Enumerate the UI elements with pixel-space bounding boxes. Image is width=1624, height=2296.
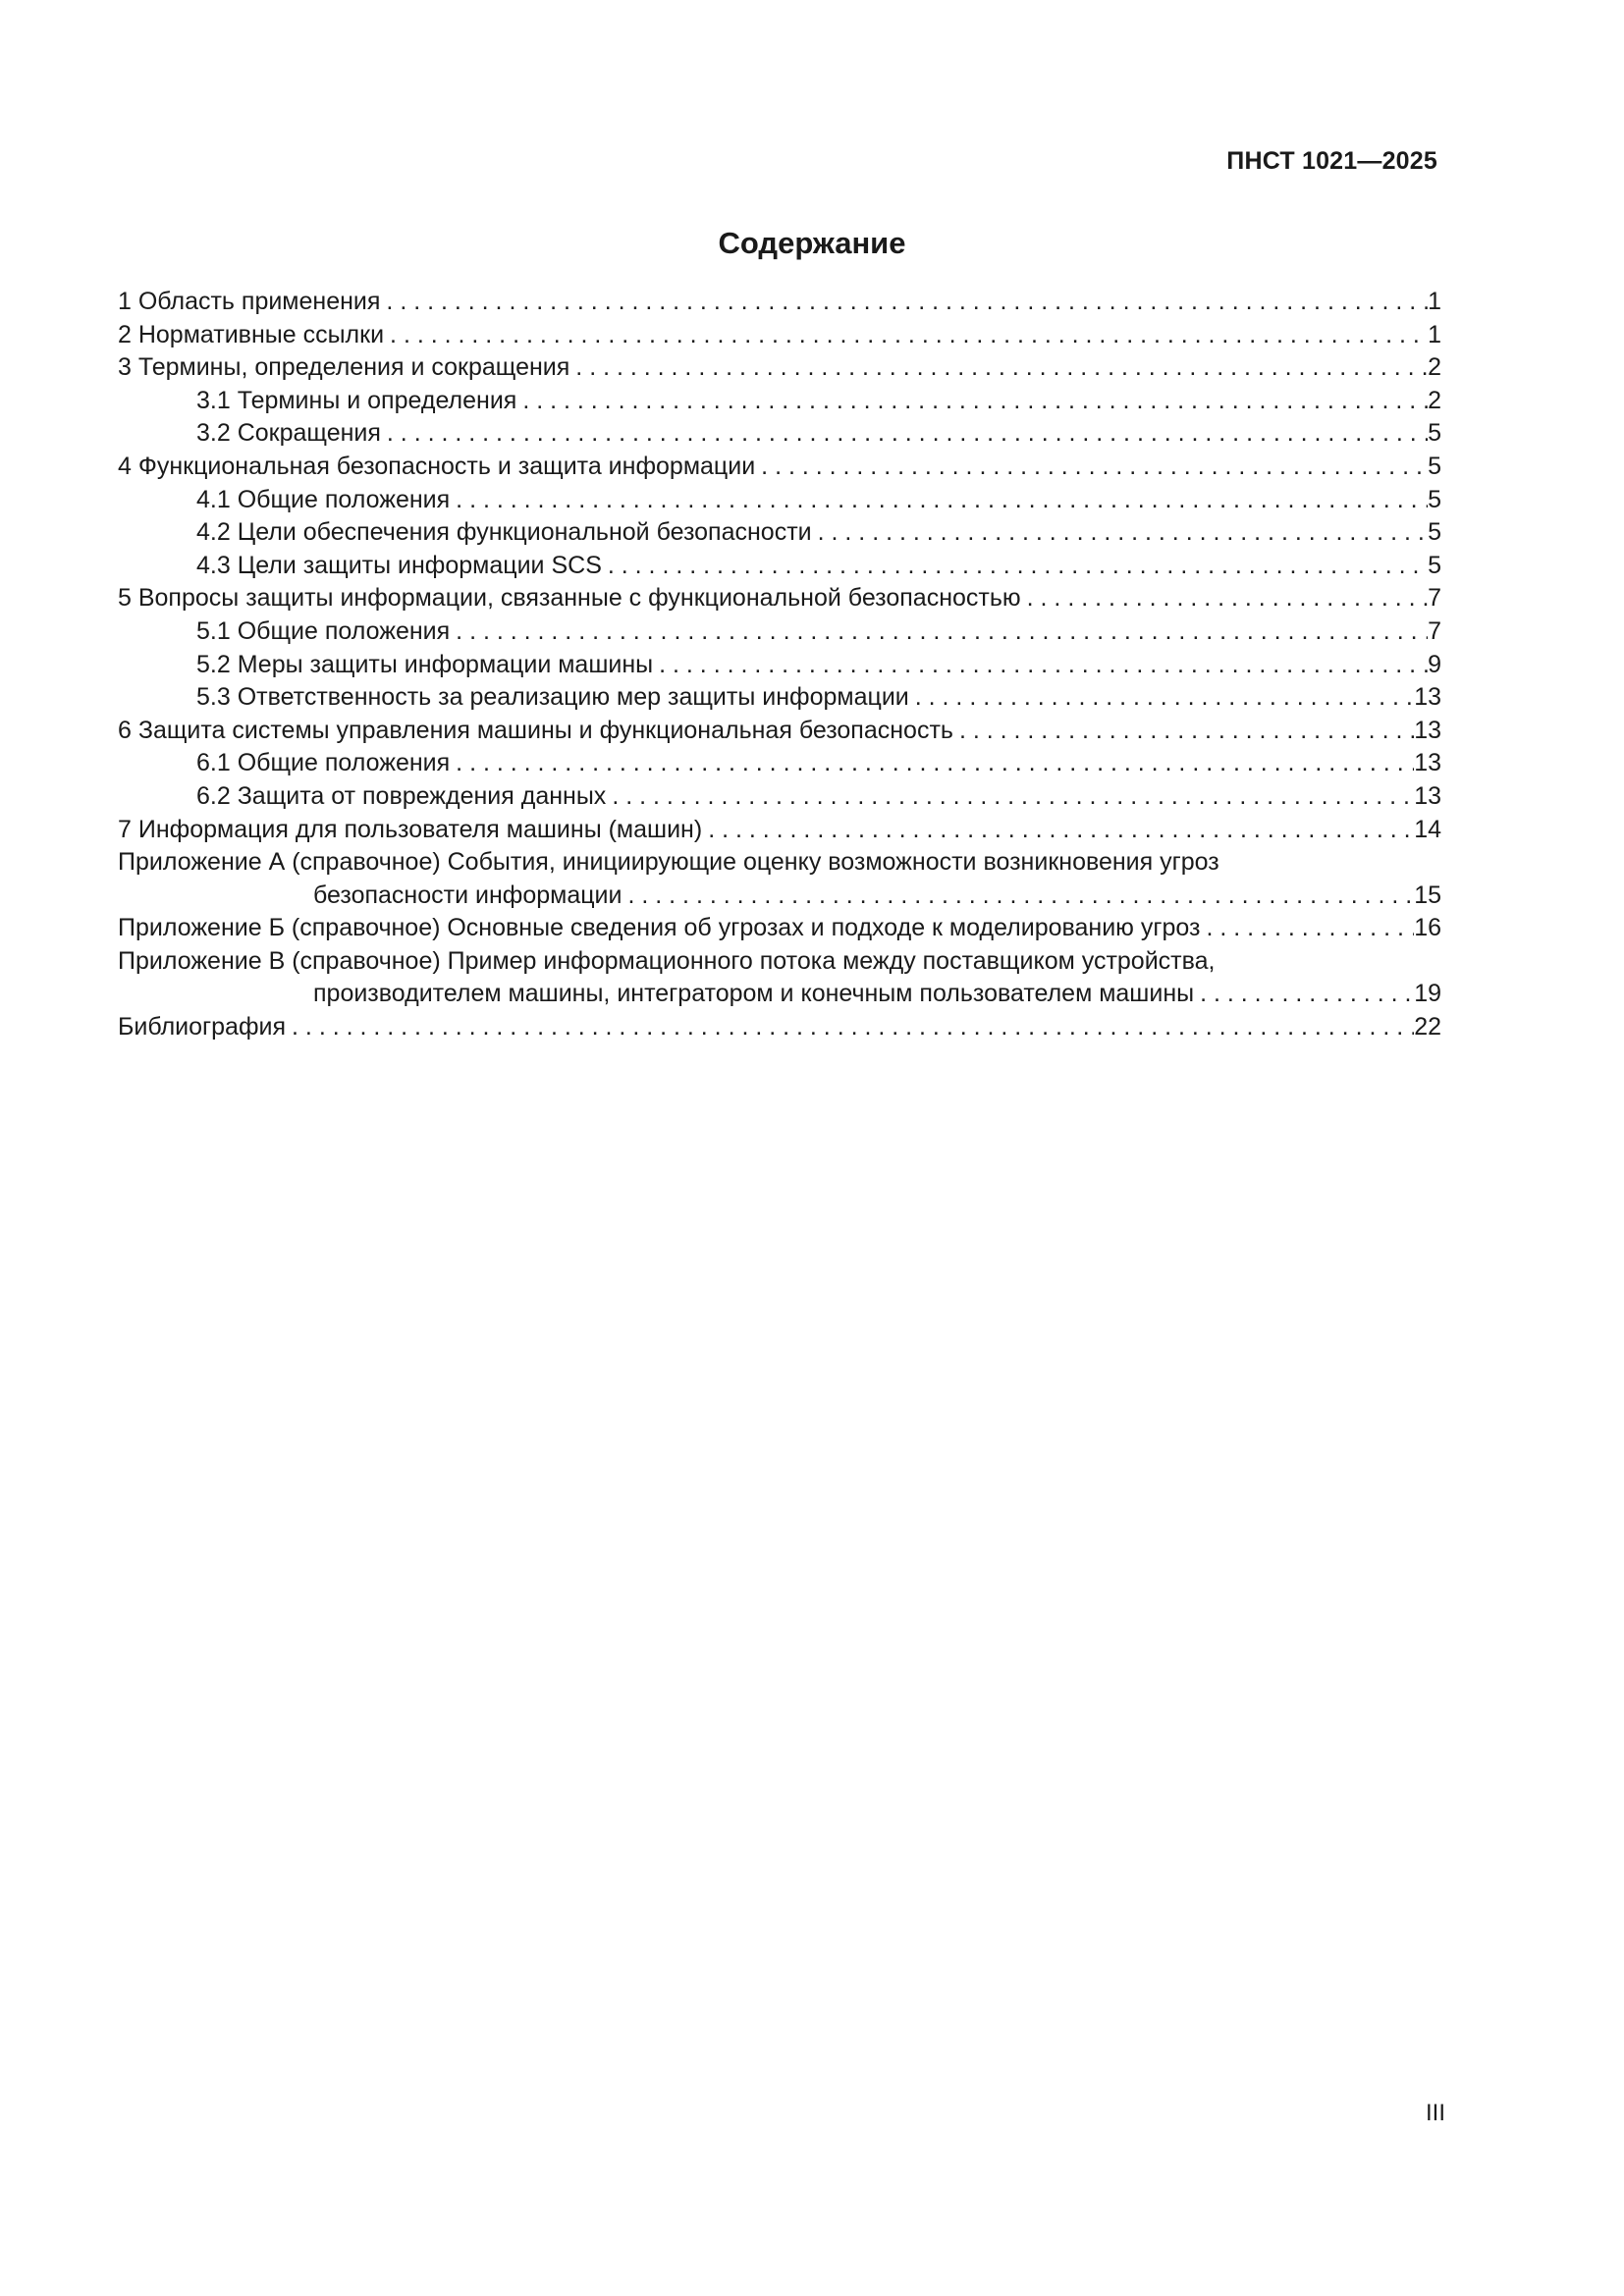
toc-entry-page: 13 [1414,781,1441,810]
toc-entry-text: 5 Вопросы защиты информации, связанные с функциональной безопасностью [118,584,1021,613]
toc-entry-5-1[interactable] [118,615,1441,649]
dot-leader [516,385,1428,418]
toc-entry-text: 4.3 Цели защиты информации SCS [196,551,602,579]
dot-leader [622,880,1414,913]
toc-entry-page: 13 [1414,683,1441,712]
toc-entry-text: Приложение Б (справочное) Основные сведения об угрозах и подходе к моделированию угроз [118,914,1201,942]
dot-leader [450,615,1428,649]
toc-entry-appendix-v[interactable] [118,945,1441,1011]
table-of-contents [118,286,1441,1044]
toc-entry-text: 2 Нормативные ссылки [118,320,385,348]
toc-entry-page: 1 [1428,288,1441,315]
dot-leader [812,516,1428,550]
toc-entry-5-3[interactable] [118,681,1441,715]
toc-entry-text: 7 Информация для пользователя машины (машин) [118,815,703,843]
toc-entry-page: 5 [1428,485,1441,513]
dot-leader [1194,978,1414,1011]
toc-entry-4-3[interactable] [118,550,1441,583]
toc-entry-page: 19 [1414,980,1441,1008]
dot-leader [286,1011,1414,1044]
toc-entry-6-1[interactable] [118,747,1441,780]
toc-entry-text-continuation: безопасности информации [313,881,623,909]
toc-entry-text: Приложение В (справочное) Пример информационного потока между поставщиком устройства, [118,946,1216,975]
dot-leader [569,351,1428,385]
dot-leader [653,649,1428,682]
dot-leader [1021,582,1428,615]
toc-entry-6-2[interactable] [118,780,1441,814]
toc-entry-text: Приложение А (справочное) События, инициирующие оценку возможности возникновения угроз [118,848,1219,877]
dot-leader [380,286,1428,319]
toc-entry-page: 13 [1414,749,1441,777]
toc-entry-3-2[interactable] [118,417,1441,451]
toc-entry-page: 1 [1428,320,1441,348]
toc-title: Содержание [718,226,906,260]
document-code: ПНСТ 1021—2025 [1226,147,1437,175]
toc-entry-text: Библиография [118,1013,287,1041]
toc-entry-text: 6.2 Защита от повреждения данных [196,781,607,810]
toc-entry-appendix-a[interactable] [118,846,1441,912]
dot-leader [381,417,1428,451]
dot-leader [702,814,1414,847]
toc-entry-page: 13 [1414,716,1441,744]
toc-entry-text: 4.1 Общие положения [196,485,451,513]
dot-leader [450,747,1414,780]
dot-leader [606,780,1414,814]
toc-entry-text: 4 Функциональная безопасность и защита информации [118,452,756,480]
toc-entry-2[interactable] [118,319,1441,352]
dot-leader [384,319,1428,352]
toc-entry-page: 7 [1428,584,1441,613]
toc-entry-bibliography[interactable] [118,1011,1441,1044]
dot-leader [755,451,1428,484]
toc-entry-6[interactable] [118,715,1441,748]
dot-leader [450,484,1428,517]
toc-entry-text: 6.1 Общие положения [196,749,451,777]
toc-entry-text: 3 Термины, определения и сокращения [118,353,570,382]
toc-entry-page: 15 [1414,881,1441,909]
toc-entry-text: 3.2 Сокращения [196,419,381,448]
toc-entry-text: 4.2 Цели обеспечения функциональной безопасности [196,518,812,547]
toc-entry-5[interactable] [118,582,1441,615]
toc-entry-4[interactable] [118,451,1441,484]
dot-leader [1200,912,1414,945]
page-number: III [1425,2100,1445,2126]
toc-entry-text: 5.2 Меры защиты информации машины [196,650,654,678]
toc-entry-page: 5 [1428,419,1441,448]
toc-entry-page: 7 [1428,616,1441,645]
toc-entry-page: 2 [1428,353,1441,382]
toc-entry-text: 6 Защита системы управления машины и функциональная безопасность [118,716,953,744]
dot-leader [602,550,1428,583]
toc-entry-7[interactable] [118,814,1441,847]
toc-entry-text: 5.3 Ответственность за реализацию мер защиты информации [196,683,909,712]
toc-entry-text-continuation: производителем машины, интегратором и конечным пользователем машины [313,980,1195,1008]
toc-entry-text: 3.1 Термины и определения [196,386,517,414]
toc-entry-page: 16 [1414,914,1441,942]
toc-entry-5-2[interactable] [118,649,1441,682]
toc-entry-text: 5.1 Общие положения [196,616,451,645]
dot-leader [953,715,1414,748]
toc-entry-4-2[interactable] [118,516,1441,550]
toc-entry-page: 5 [1428,452,1441,480]
toc-entry-page: 9 [1428,650,1441,678]
toc-entry-page: 14 [1414,815,1441,843]
toc-entry-page: 2 [1428,386,1441,414]
toc-entry-page: 5 [1428,518,1441,547]
toc-entry-page: 22 [1414,1013,1441,1041]
toc-entry-3[interactable] [118,351,1441,385]
toc-entry-text: 1 Область применения [118,288,381,315]
dot-leader [909,681,1414,715]
toc-entry-page: 5 [1428,551,1441,579]
toc-entry-appendix-b[interactable] [118,912,1441,945]
toc-entry-4-1[interactable] [118,484,1441,517]
toc-entry-1[interactable] [118,286,1441,319]
toc-entry-3-1[interactable] [118,385,1441,418]
